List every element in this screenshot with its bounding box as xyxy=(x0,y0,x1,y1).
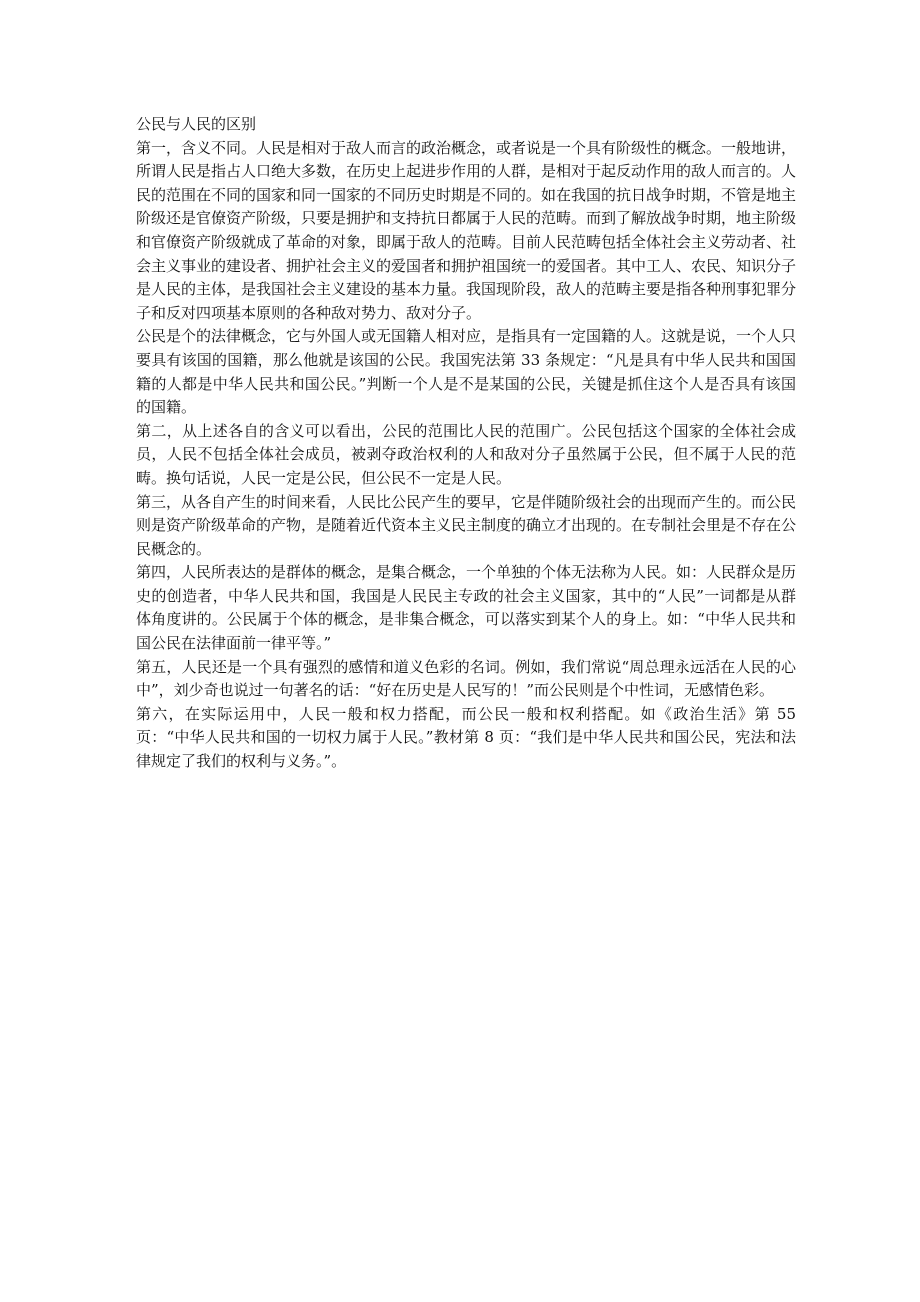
paragraph-2: 公民是个的法律概念，它与外国人或无国籍人相对应，是指具有一定国籍的人。这就是说，一个人只要具有该国的国籍，那么他就是该国的公民。我国宪法第 33 条规定：“凡是具有中华人民共和国国籍的人都是中华人民共和国公民。”判断一个人是不是某国的公民，关键是抓住这个人是否具有该国的国籍。 xyxy=(136,327,797,417)
paragraph-1: 第一，含义不同。人民是相对于敌人而言的政治概念，或者说是一个具有阶级性的概念。一般地讲，所谓人民是指占人口绝大多数，在历史上起进步作用的人群，是相对于起反动作用的敌人而言的。人民的范围在不同的国家和同一国家的不同历史时期是不同的。如在我国的抗日战争时期，不管是地主阶级还是官僚资产阶级，只要是拥护和支持抗日都属于人民的范畴。而到了解放战争时期，地主阶级和官僚资产阶级就成了革命的对象，即属于敌人的范畴。目前人民范畴包括全体社会主义劳动者、社会主义事业的建设者、拥护社会主义的爱国者和拥护祖国统一的爱国者。其中工人、农民、知识分子是人民的主体，是我国社会主义建设的基本力量。我国现阶段，敌人的范畴主要是指各种刑事犯罪分子和反对四项基本原则的各种敌对势力、敌对分子。 xyxy=(136,138,797,322)
document-body xyxy=(136,113,796,774)
document-title: 公民与人民的区别 xyxy=(136,115,257,133)
paragraph-3: 第二，从上述各自的含义可以看出，公民的范围比人民的范围广。公民包括这个国家的全体社会成员，人民不包括全体社会成员，被剥夺政治权利的人和敌对分子虽然属于公民，但不属于人民的范畴。换句话说，人民一定是公民，但公民不一定是人民。 xyxy=(136,421,796,487)
paragraph-7: 第六，在实际运用中，人民一般和权力搭配，而公民一般和权利搭配。如《政治生活》第 55 页：“中华人民共和国的一切权力属于人民。”教材第 8 页：“我们是中华人民共和国公民，宪法和法律规定了我们的权利与义务。”。 xyxy=(136,704,796,771)
paragraph-4: 第三，从各自产生的时间来看，人民比公民产生的要早，它是伴随阶级社会的出现而产生的。而公民则是资产阶级革命的产物，是随着近代资本主义民主制度的确立才出现的。在专制社会里是不存在公民概念的。 xyxy=(136,492,797,558)
paragraph-5: 第四，人民所表达的是群体的概念，是集合概念，一个单独的个体无法称为人民。如：人民群众是历史的创造者，中华人民共和国，我国是人民民主专政的社会主义国家，其中的“人民”一词都是从群体角度讲的。公民属于个体的概念，是非集合概念，可以落实到某个人的身上。如：“中华人民共和国公民在法律面前一律平等。” xyxy=(136,563,797,653)
paragraph-6: 第五，人民还是一个具有强烈的感情和道义色彩的名词。例如，我们常说“周总理永远活在人民的心中”，刘少奇也说过一句著名的话：“好在历史是人民写的！”而公民则是个中性词，无感情色彩。 xyxy=(136,657,796,700)
